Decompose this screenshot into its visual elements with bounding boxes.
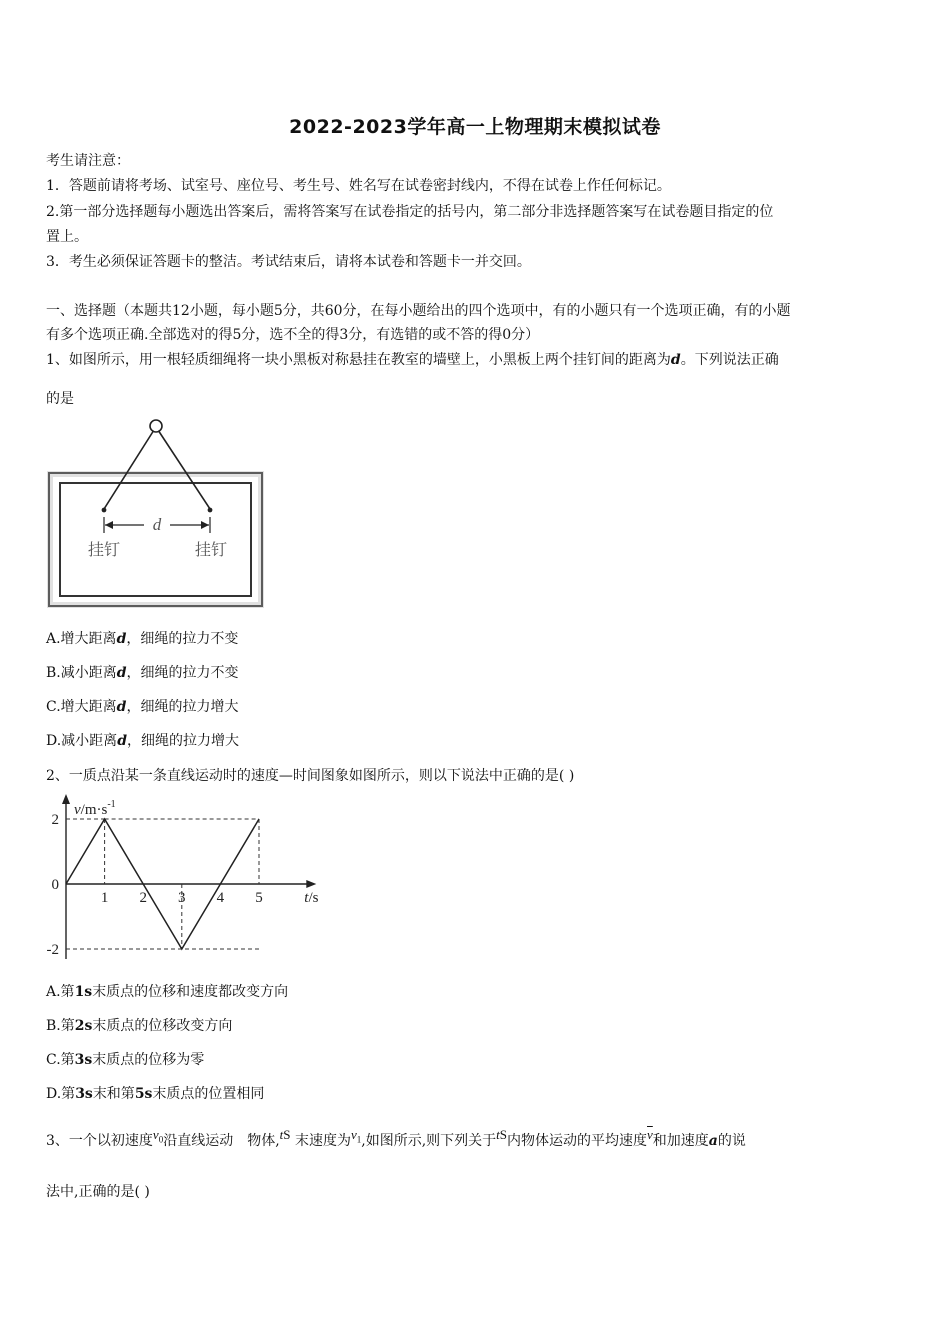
q2-vt-chart: [46, 792, 346, 962]
t-symbol-2: tS: [496, 1127, 508, 1142]
notice-item-3: 3．考生必须保证答题卡的整洁。考试结束后，请将本试卷和答题卡一并交回。: [46, 254, 531, 270]
distance-label: d: [152, 515, 162, 534]
q1-stem-b: 。下列说法正确: [680, 352, 779, 368]
rope-right: [158, 430, 210, 509]
q1-option-b: B.减小距离d，细绳的拉力不变: [46, 665, 239, 681]
page-title: 2022-2023学年高一上物理期末模拟试卷: [289, 116, 661, 138]
hanging-nail-icon: [150, 420, 162, 432]
y-tick-label: -2: [46, 942, 59, 958]
q1-option-c: C.增大距离d，细绳的拉力增大: [46, 699, 239, 715]
q1-stem: [46, 349, 779, 371]
blackboard-inner-frame: [60, 483, 251, 596]
notice-heading: 考生请注意：: [46, 153, 130, 169]
y-axis-arrow: [62, 794, 70, 804]
q2-option-a: A.第1s末质点的位移和速度都改变方向: [46, 984, 289, 1000]
vbar-symbol: $\overline{v}$: [647, 1127, 653, 1142]
rope-left: [104, 430, 154, 509]
q3-stem: 3、一个以初速度$v_0$沿直线运动 物体,tS 末速度为$v_1$,如图所示,则下列关于tS内物体运动的平均速度$\overline{v}$和加速度a的说: [46, 1127, 746, 1149]
blackboard-outer-frame: [49, 473, 262, 606]
q2-stem: 2、一质点沿某一条直线运动时的速度—时间图象如图所示，则以下说法中正确的是( ): [46, 768, 575, 784]
nail-right-icon: [208, 508, 213, 513]
q1-option-d: D.减小距离d，细绳的拉力增大: [46, 733, 239, 749]
dim-arrowhead-left: [105, 521, 113, 529]
x-axis-arrow: [306, 880, 316, 888]
q1-stem-var: d: [670, 352, 681, 368]
y-tick-label: 2: [51, 812, 59, 828]
x-tick-label: 2: [139, 890, 147, 906]
x-tick-label: 1: [100, 890, 109, 906]
q1-option-a: A.增大距离d，细绳的拉力不变: [46, 631, 239, 647]
x-tick-label: 5: [255, 890, 263, 906]
q1-stem-cont: 的是: [46, 391, 74, 407]
q3-stem-cont: 法中,正确的是( ): [46, 1184, 150, 1200]
origin-label: 0: [51, 877, 59, 893]
notice-item-2-cont: 置上。: [46, 229, 88, 245]
notice-item-1: 1．答题前请将考场、试室号、座位号、考生号、姓名写在试卷密封线内，不得在试卷上作任何标记。: [46, 178, 671, 194]
y-axis-label: $v/m\cdot s^{-1}$: [74, 799, 116, 818]
section-heading-line2: 有多个选项正确.全部选对的得5分，选不全的得3分，有选错的或不答的得0分）: [46, 327, 540, 343]
nail-left-icon: [102, 508, 107, 513]
q2-option-d: D.第3s末和第5s末质点的位置相同: [46, 1086, 265, 1102]
q1-blackboard-figure: [46, 416, 268, 610]
nail-label-left: 挂钉: [87, 542, 121, 559]
section-heading-line1: 一、选择题（本题共12小题，每小题5分，共60分，在每小题给出的四个选项中，有的小题只有一个选项正确，有的小题: [46, 303, 791, 319]
nail-label-right: 挂钉: [194, 542, 228, 559]
x-tick-label: 3: [178, 890, 186, 906]
blackboard-frame-fill: [50, 474, 261, 605]
q2-option-b: B.第2s末质点的位移改变方向: [46, 1018, 233, 1034]
v1-symbol: $v_1$: [350, 1127, 362, 1145]
q1-stem-a: 1、如图所示，用一根轻质细绳将一块小黑板对称悬挂在教室的墙壁上，小黑板上两个挂钉间的距离为: [46, 352, 671, 368]
x-tick-label: 4: [216, 890, 225, 906]
dim-arrowhead-right: [201, 521, 209, 529]
q2-option-c: C.第3s末质点的位移为零: [46, 1052, 205, 1068]
t-symbol-1: tS: [279, 1127, 291, 1142]
notice-item-2: 2.第一部分选择题每小题选出答案后，需将答案写在试卷指定的括号内，第二部分非选择题答案写在试卷题目指定的位: [46, 204, 774, 220]
a-symbol: a: [708, 1133, 718, 1149]
v0-symbol: $v_0$: [152, 1127, 164, 1145]
x-axis-label: t/s: [304, 890, 319, 906]
